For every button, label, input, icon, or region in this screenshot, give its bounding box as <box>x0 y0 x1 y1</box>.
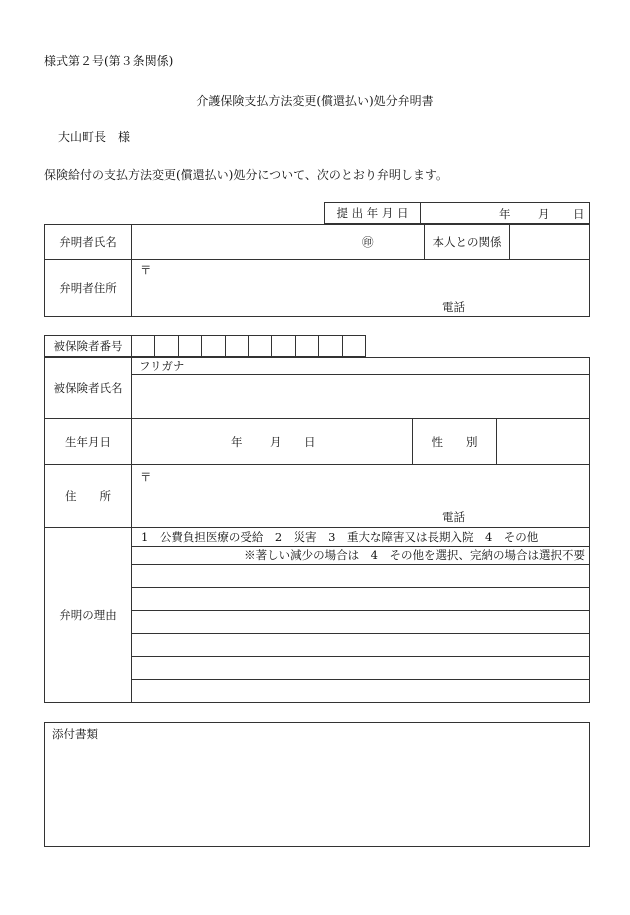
submitter-name-label: 弁明者氏名 <box>45 225 132 260</box>
reason-label: 弁明の理由 <box>45 528 132 703</box>
document-title: 介護保険支払方法変更(償還払い)処分弁明書 <box>196 94 434 108</box>
reason-options[interactable]: 1 公費負担医療の受給 2 災害 3 重大な障害又は長期入院 4 その他 <box>132 528 590 546</box>
intro-text: 保険給付の支払方法変更(償還払い)処分について、次のとおり弁明します。 <box>44 168 448 182</box>
reason-line-4[interactable] <box>132 633 590 656</box>
reason-line-5[interactable] <box>132 656 590 679</box>
submitter-table <box>44 224 590 317</box>
birthdate-field[interactable] <box>132 419 413 465</box>
insured-number-label: 被保険者番号 <box>45 336 132 357</box>
date-month: 月 <box>538 207 550 221</box>
form-number: 様式第２号(第３条関係) <box>44 54 174 68</box>
insured-number-table <box>44 335 366 357</box>
attachments-label: 添付書類 <box>52 727 98 741</box>
submit-date-field[interactable] <box>421 203 590 224</box>
reason-note: ※著しい減少の場合は 4 その他を選択、完納の場合は選択不要 <box>132 546 590 564</box>
postal-mark: 〒 <box>140 470 152 485</box>
insured-table <box>44 357 590 703</box>
furigana-label: フリガナ <box>132 358 590 375</box>
reason-line-2[interactable] <box>132 587 590 610</box>
insured-number-digit-10[interactable] <box>342 336 365 357</box>
insured-number-digit-6[interactable] <box>248 336 271 357</box>
addressee: 大山町長 様 <box>58 130 131 144</box>
seal-mark: ㊞ <box>362 235 374 249</box>
attachments-box[interactable] <box>44 722 590 847</box>
gender-field[interactable] <box>497 419 590 465</box>
gender-label: 性 別 <box>413 419 497 465</box>
submitter-address-field[interactable] <box>132 260 590 317</box>
date-year: 年 <box>499 207 511 221</box>
birth-month: 月 <box>270 435 282 450</box>
submitter-name-field[interactable] <box>132 225 425 260</box>
insured-number-digit-9[interactable] <box>319 336 342 357</box>
insured-number-digit-4[interactable] <box>202 336 225 357</box>
birth-year: 年 <box>231 435 243 450</box>
insured-address-label: 住 所 <box>45 465 132 528</box>
submitter-address-label: 弁明者住所 <box>45 260 132 317</box>
insured-name-field[interactable] <box>132 375 590 419</box>
insured-number-digit-8[interactable] <box>295 336 318 357</box>
birth-day: 日 <box>304 435 316 450</box>
phone-label: 電話 <box>442 300 465 314</box>
postal-mark: 〒 <box>140 263 152 277</box>
insured-address-field[interactable] <box>132 465 590 528</box>
birthdate-label: 生年月日 <box>45 419 132 465</box>
relation-label: 本人との関係 <box>425 225 510 260</box>
insured-number-digit-5[interactable] <box>225 336 248 357</box>
insured-name-label: 被保険者氏名 <box>45 358 132 419</box>
reason-line-6[interactable] <box>132 679 590 702</box>
phone-label: 電話 <box>442 510 465 525</box>
reason-line-3[interactable] <box>132 610 590 633</box>
date-day: 日 <box>573 207 585 221</box>
submit-date-label: 提 出 年 月 日 <box>325 203 421 224</box>
insured-number-digit-7[interactable] <box>272 336 295 357</box>
insured-number-digit-2[interactable] <box>155 336 178 357</box>
reason-line-1[interactable] <box>132 564 590 587</box>
insured-number-digit-3[interactable] <box>178 336 201 357</box>
submit-date-table <box>324 202 590 224</box>
relation-field[interactable] <box>510 225 590 260</box>
insured-number-digit-1[interactable] <box>132 336 155 357</box>
